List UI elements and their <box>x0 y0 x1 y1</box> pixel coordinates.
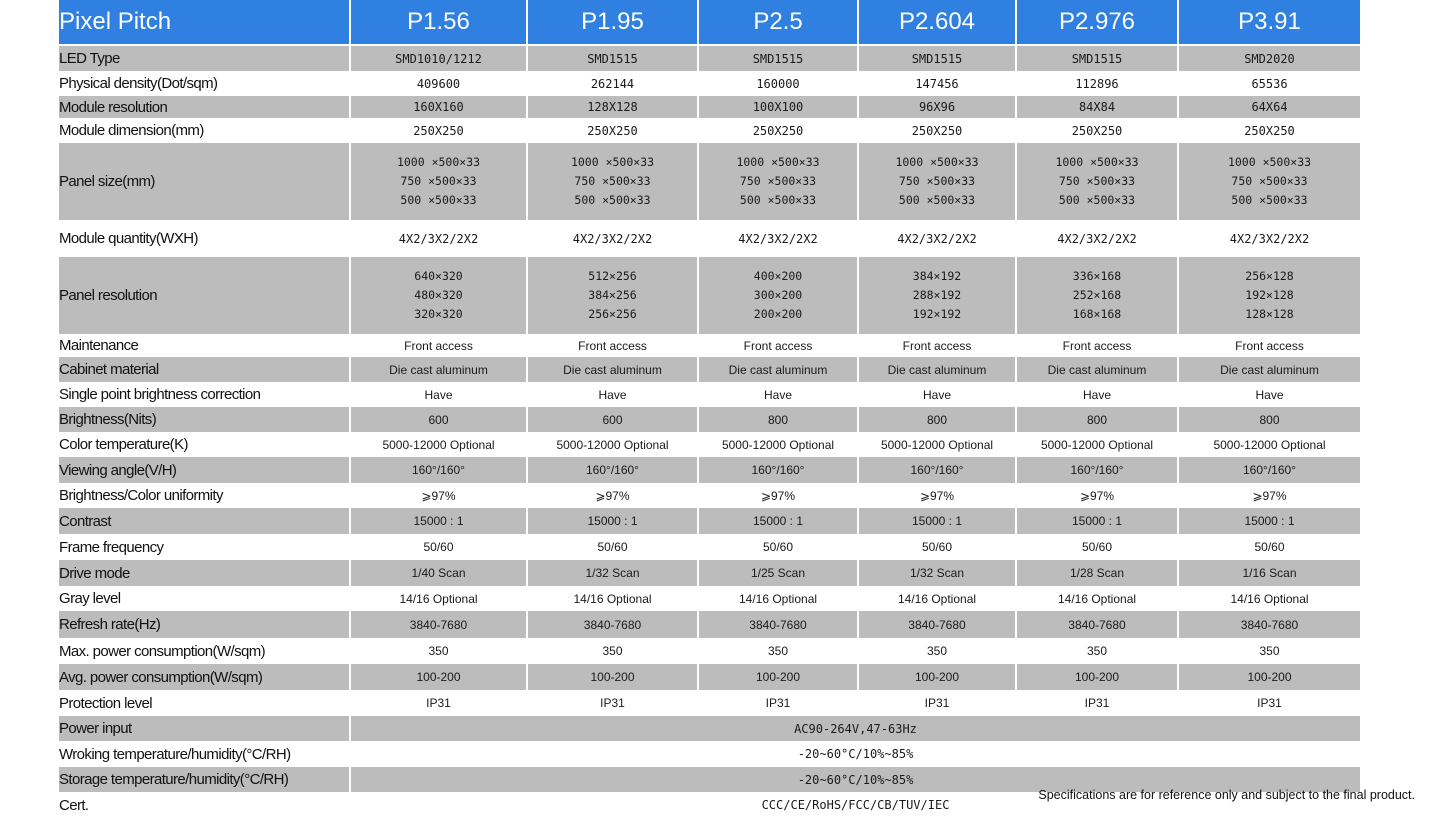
value-line: 320×320 <box>414 307 463 321</box>
value-cell: 600 <box>528 407 699 432</box>
value-cell: 15000 : 1 <box>1179 508 1360 534</box>
spec-row <box>59 432 1360 457</box>
value-cell: Front access <box>528 334 699 357</box>
value-cell: 50/60 <box>699 534 859 560</box>
model-header: P2.976 <box>1017 0 1179 46</box>
value-cell: IP31 <box>859 690 1017 716</box>
value-cell: ⩾97% <box>859 483 1017 508</box>
row-label: Cert. <box>59 792 351 818</box>
value-cell: 250X250 <box>699 118 859 143</box>
value-cell: IP31 <box>351 690 528 716</box>
value-cell: SMD1515 <box>699 46 859 71</box>
value-cell: 14/16 Optional <box>699 586 859 611</box>
value-cell: 5000-12000 Optional <box>528 432 699 457</box>
value-cell: 160°/160° <box>699 457 859 483</box>
spec-row <box>59 716 1360 741</box>
value-cell: 50/60 <box>859 534 1017 560</box>
spec-row <box>59 71 1360 96</box>
value-line: 200×200 <box>753 307 803 321</box>
value-cell: 15000 : 1 <box>351 508 528 534</box>
value-cell: 262144 <box>528 71 699 96</box>
value-line: 750 ×500×33 <box>739 174 817 188</box>
value-cell: 3840-7680 <box>1179 611 1360 638</box>
value-cell: Have <box>351 382 528 407</box>
value-cell: 100X100 <box>699 96 859 118</box>
value-cell: 1/28 Scan <box>1017 560 1179 586</box>
value-cell: Die cast aluminum <box>1179 357 1360 382</box>
value-cell: 4X2/3X2/2X2 <box>528 220 699 257</box>
value-cell: 3840-7680 <box>859 611 1017 638</box>
value-cell: 350 <box>1017 638 1179 664</box>
value-cell: IP31 <box>1257 696 1282 710</box>
value-cell: ⩾97% <box>699 483 859 508</box>
value-cell: 14/16 Optional <box>1017 586 1179 611</box>
row-label: Power input <box>59 716 351 741</box>
value-line: 500 ×500×33 <box>1231 193 1308 207</box>
value-cell <box>1017 143 1179 220</box>
value-cell: 50/60 <box>528 534 699 560</box>
value-line: 192×192 <box>912 307 962 321</box>
spec-row <box>59 560 1360 586</box>
value-cell: 128X128 <box>528 96 699 118</box>
value-line: 750 ×500×33 <box>898 174 976 188</box>
value-cell: Die cast aluminum <box>351 357 528 382</box>
value-cell: 112896 <box>1017 71 1179 96</box>
value-cell: ⩾97% <box>351 483 528 508</box>
row-label: LED Type <box>59 46 351 71</box>
value-line: 500 ×500×33 <box>898 193 976 207</box>
value-cell: ⩾97% <box>528 483 699 508</box>
value-line: 750 ×500×33 <box>400 174 477 188</box>
value-cell: IP31 <box>1017 690 1179 716</box>
value-line: 1000 ×500×33 <box>1227 155 1312 169</box>
row-label: Wroking temperature/humidity(°C/RH) <box>59 741 351 767</box>
value-cell <box>528 257 699 334</box>
value-cell: 160000 <box>699 71 859 96</box>
value-cell: 14/16 Optional <box>351 586 528 611</box>
model-header: P2.604 <box>859 0 1017 46</box>
value-cell: SMD2020 <box>1179 46 1360 71</box>
value-cell: Die cast aluminum <box>859 357 1017 382</box>
value-line: 400×200 <box>753 269 803 283</box>
row-label: Panel resolution <box>59 257 351 334</box>
value-cell: 4X2/3X2/2X2 <box>859 220 1017 257</box>
value-cell: 3840-7680 <box>699 611 859 638</box>
value-cell: 3840-7680 <box>528 611 699 638</box>
row-label: Protection level <box>59 690 351 716</box>
row-label: Module resolution <box>59 96 351 118</box>
value-cell: 250X250 <box>859 118 1017 143</box>
value-line: 252×168 <box>1072 288 1122 302</box>
value-cell: 250X250 <box>1244 123 1295 138</box>
value-cell: 350 <box>528 638 699 664</box>
value-line: 384×256 <box>588 288 637 302</box>
value-cell: IP31 <box>528 690 699 716</box>
value-cell: Have <box>1255 387 1284 402</box>
value-cell: 4X2/3X2/2X2 <box>1017 220 1179 257</box>
value-cell: 160X160 <box>351 96 528 118</box>
value-cell: 15000 : 1 <box>859 508 1017 534</box>
spec-row <box>59 457 1360 483</box>
value-cell <box>1179 143 1360 220</box>
value-cell: 84X84 <box>1017 96 1179 118</box>
value-cell: IP31 <box>699 690 859 716</box>
spec-row <box>59 143 1360 220</box>
value-cell: Die cast aluminum <box>1017 357 1179 382</box>
row-label: Brightness/Color uniformity <box>59 483 351 508</box>
row-label: Frame frequency <box>59 534 351 560</box>
value-cell: ⩾97% <box>1252 488 1287 503</box>
value-cell <box>699 143 859 220</box>
value-cell: 5000-12000 Optional <box>699 432 859 457</box>
row-label: Panel size(mm) <box>59 143 351 220</box>
value-cell: 3840-7680 <box>1017 611 1179 638</box>
value-cell <box>1179 257 1360 334</box>
disclaimer-note: Specifications are for reference only and subject to the final product. <box>1038 788 1415 802</box>
value-cell: 1/32 Scan <box>859 560 1017 586</box>
value-cell: 50/60 <box>1017 534 1179 560</box>
spec-table <box>59 0 1360 818</box>
row-label: Single point brightness correction <box>59 382 351 407</box>
value-line: 640×320 <box>414 269 463 283</box>
value-line: 512×256 <box>588 269 637 283</box>
value-line: 500 ×500×33 <box>1058 193 1136 207</box>
merged-value-cell: -20~60°C/10%~85% <box>351 767 1360 792</box>
value-cell: Have <box>1017 382 1179 407</box>
value-cell: 1/40 Scan <box>351 560 528 586</box>
value-cell: 5000-12000 Optional <box>859 432 1017 457</box>
value-line: 256×256 <box>588 307 637 321</box>
value-cell: 4X2/3X2/2X2 <box>699 220 859 257</box>
value-cell: 100-200 <box>528 664 699 690</box>
spec-row <box>59 690 1360 716</box>
value-line: 750 ×500×33 <box>1231 174 1308 188</box>
value-cell: 250X250 <box>528 118 699 143</box>
value-line: 288×192 <box>912 288 962 302</box>
value-cell: 250X250 <box>1017 118 1179 143</box>
spec-row <box>59 220 1360 257</box>
value-cell: ⩾97% <box>1017 483 1179 508</box>
value-cell: 50/60 <box>1254 540 1285 554</box>
spec-row <box>59 407 1360 432</box>
header-row <box>59 0 1360 46</box>
row-label: Module quantity(WXH) <box>59 220 351 257</box>
header-label: Pixel Pitch <box>59 0 351 46</box>
value-cell <box>351 257 528 334</box>
row-label: Avg. power consumption(W/sqm) <box>59 664 351 690</box>
model-header: P1.95 <box>528 0 699 46</box>
value-cell: 350 <box>351 638 528 664</box>
value-cell: 350 <box>1259 644 1280 658</box>
row-label: Physical density(Dot/sqm) <box>59 71 351 96</box>
value-line: 128×128 <box>1245 307 1294 321</box>
value-line: 1000 ×500×33 <box>736 155 820 169</box>
value-cell: 1/16 Scan <box>1179 560 1360 586</box>
value-cell: Die cast aluminum <box>699 357 859 382</box>
spec-row <box>59 334 1360 357</box>
value-cell <box>859 257 1017 334</box>
value-cell: 160°/160° <box>859 457 1017 483</box>
value-cell: 14/16 Optional <box>1230 591 1309 606</box>
value-cell: Front access <box>859 334 1017 357</box>
value-line: 1000 ×500×33 <box>396 155 481 169</box>
row-label: Max. power consumption(W/sqm) <box>59 638 351 664</box>
value-line: 1000 ×500×33 <box>570 155 655 169</box>
value-line: 256×128 <box>1245 269 1294 283</box>
spec-row <box>59 46 1360 71</box>
value-cell <box>1017 257 1179 334</box>
value-line: 336×168 <box>1072 269 1122 283</box>
value-cell: 100-200 <box>351 664 528 690</box>
value-line: 192×128 <box>1245 288 1294 302</box>
merged-value-cell: -20~60°C/10%~85% <box>797 747 914 761</box>
value-line: 384×192 <box>912 269 962 283</box>
value-cell: SMD1515 <box>1017 46 1179 71</box>
value-line: 300×200 <box>753 288 803 302</box>
model-header: P1.56 <box>351 0 528 46</box>
value-cell: Front access <box>699 334 859 357</box>
value-cell: 147456 <box>859 71 1017 96</box>
value-cell: Have <box>859 382 1017 407</box>
spec-row <box>59 534 1360 560</box>
spec-row <box>59 382 1360 407</box>
spec-row <box>59 611 1360 638</box>
value-cell: 800 <box>1179 407 1360 432</box>
value-line: 750 ×500×33 <box>574 174 651 188</box>
value-cell: 100-200 <box>699 664 859 690</box>
row-label: Contrast <box>59 508 351 534</box>
value-cell: 800 <box>699 407 859 432</box>
value-cell: 14/16 Optional <box>859 586 1017 611</box>
row-label: Cabinet material <box>59 357 351 382</box>
value-cell: 5000-12000 Optional <box>351 432 528 457</box>
spec-row <box>59 118 1360 143</box>
value-cell <box>859 143 1017 220</box>
value-cell: 15000 : 1 <box>1017 508 1179 534</box>
value-cell: 15000 : 1 <box>528 508 699 534</box>
value-line: 500 ×500×33 <box>739 193 817 207</box>
row-label: Viewing angle(V/H) <box>59 457 351 483</box>
value-cell: 800 <box>859 407 1017 432</box>
value-cell: 160°/160° <box>528 457 699 483</box>
value-line: 1000 ×500×33 <box>1055 155 1139 169</box>
spec-row <box>59 483 1360 508</box>
value-cell: 100-200 <box>1017 664 1179 690</box>
row-label: Color temperature(K) <box>59 432 351 457</box>
value-cell: SMD1515 <box>528 46 699 71</box>
value-cell: SMD1515 <box>859 46 1017 71</box>
value-cell: 5000-12000 Optional <box>1017 432 1179 457</box>
row-label: Gray level <box>59 586 351 611</box>
value-cell: 100-200 <box>1179 664 1360 690</box>
value-cell: 3840-7680 <box>351 611 528 638</box>
value-line: 500 ×500×33 <box>400 193 477 207</box>
model-header: P3.91 <box>1179 0 1360 46</box>
value-cell: 100-200 <box>859 664 1017 690</box>
value-cell: 1/32 Scan <box>528 560 699 586</box>
row-label: Refresh rate(Hz) <box>59 611 351 638</box>
row-label: Drive mode <box>59 560 351 586</box>
value-cell: Front access <box>351 334 528 357</box>
value-cell: 96X96 <box>859 96 1017 118</box>
spec-row <box>59 357 1360 382</box>
merged-value-cell: AC90-264V,47-63Hz <box>351 716 1360 741</box>
value-cell: Have <box>699 382 859 407</box>
value-cell: 50/60 <box>351 534 528 560</box>
value-cell: 14/16 Optional <box>528 586 699 611</box>
value-cell: 15000 : 1 <box>699 508 859 534</box>
value-cell: 350 <box>699 638 859 664</box>
model-header: P2.5 <box>699 0 859 46</box>
spec-row <box>59 508 1360 534</box>
spec-row <box>59 257 1360 334</box>
value-cell: 250X250 <box>351 118 528 143</box>
value-cell: 350 <box>859 638 1017 664</box>
value-line: 500 ×500×33 <box>574 193 651 207</box>
value-cell: 5000-12000 Optional <box>1213 437 1326 452</box>
value-cell: 160°/160° <box>1017 457 1179 483</box>
value-line: 1000 ×500×33 <box>895 155 979 169</box>
value-line: 480×320 <box>414 288 463 302</box>
value-cell: 160°/160° <box>1179 457 1360 483</box>
value-cell: SMD1010/1212 <box>351 46 528 71</box>
value-cell: 4X2/3X2/2X2 <box>1229 231 1310 246</box>
spec-row <box>59 664 1360 690</box>
value-cell <box>528 143 699 220</box>
value-line: 750 ×500×33 <box>1058 174 1136 188</box>
value-cell <box>699 257 859 334</box>
value-cell: 1/25 Scan <box>699 560 859 586</box>
value-cell <box>351 143 528 220</box>
value-cell: 800 <box>1017 407 1179 432</box>
spec-row <box>59 741 1360 767</box>
row-label: Brightness(Nits) <box>59 407 351 432</box>
row-label: Maintenance <box>59 334 351 357</box>
row-label: Module dimension(mm) <box>59 118 351 143</box>
spec-row <box>59 638 1360 664</box>
spec-row <box>59 96 1360 118</box>
value-cell: 160°/160° <box>351 457 528 483</box>
value-cell: Have <box>528 382 699 407</box>
value-cell: 409600 <box>351 71 528 96</box>
value-cell: 600 <box>351 407 528 432</box>
value-cell: Die cast aluminum <box>528 357 699 382</box>
value-cell: 64X64 <box>1179 96 1360 118</box>
value-cell: 65536 <box>1251 76 1288 91</box>
merged-value-cell: CCC/CE/RoHS/FCC/CB/TUV/IEC <box>761 798 950 812</box>
value-cell: Front access <box>1017 334 1179 357</box>
value-cell: Front access <box>1235 338 1304 353</box>
spec-row <box>59 586 1360 611</box>
row-label: Storage temperature/humidity(°C/RH) <box>59 767 351 792</box>
value-line: 168×168 <box>1072 307 1122 321</box>
value-cell: 4X2/3X2/2X2 <box>351 220 528 257</box>
